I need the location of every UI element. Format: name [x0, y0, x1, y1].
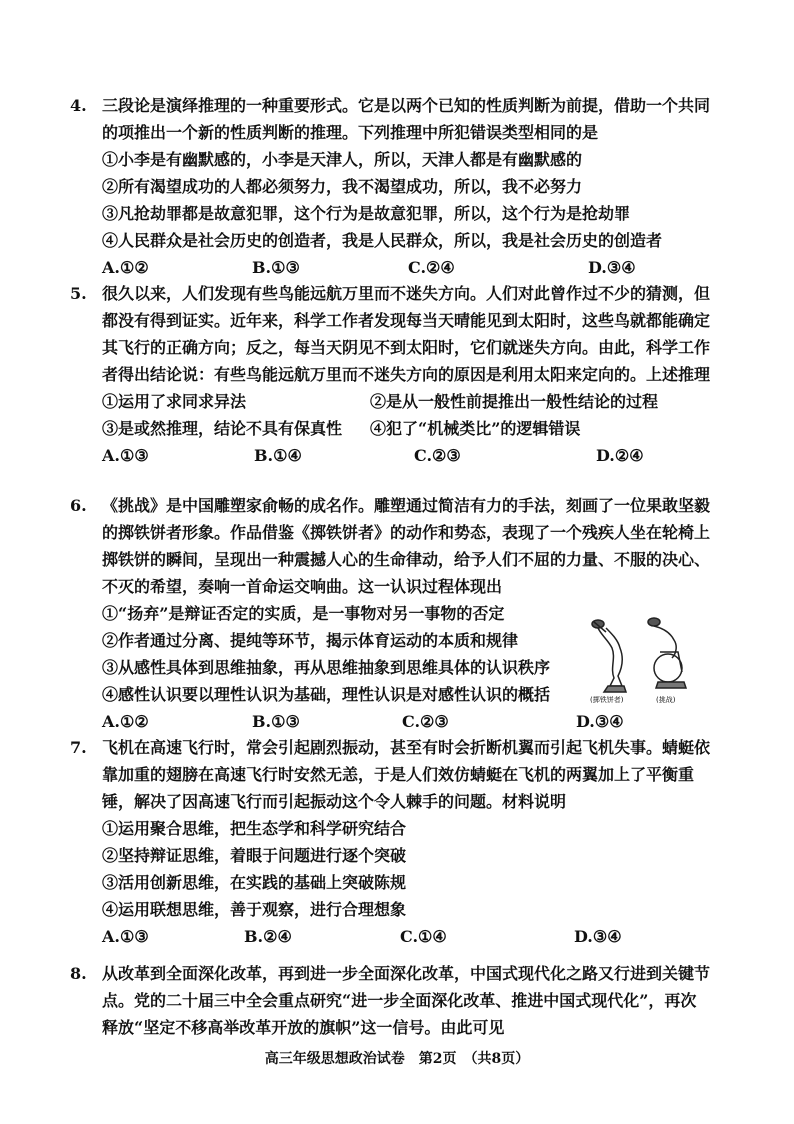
question-stem: 飞机在高速飞行时，常会引起剧烈振动，甚至有时会折断机翼而引起飞机失事。蜻蜓依靠加重的翅膀在高速飞行时安然无恙，于是人们效仿蜻蜓在飞机的两翼加上了平衡重锤，解决了因高速飞行而引起振动这个令人棘手的问题。材料说明 — [102, 738, 711, 811]
question-number: 7. — [70, 738, 87, 757]
question-number: 6. — [70, 496, 87, 515]
sculpture-illustration — [582, 612, 702, 704]
choice-d: D.②④ — [596, 446, 644, 465]
options-row-2 — [102, 415, 710, 442]
question-8 — [70, 960, 710, 1041]
option-3: ③凡抢劫罪都是故意犯罪，这个行为是故意犯罪，所以，这个行为是抢劫罪 — [102, 204, 631, 223]
question-5 — [70, 280, 710, 469]
option-3: ③从感性具体到思维抽象，再从思维抽象到思维具体的认识秩序 — [102, 658, 551, 677]
question-stem: 《挑战》是中国雕塑家俞畅的成名作。雕塑通过简洁有力的手法，刻画了一位果敢坚毅的掷铁饼者形象。作品借鉴《掷铁饼者》的动作和势态，表现了一个残疾人坐在轮椅上掷铁饼的瞬间，呈现出一种震撼人心的生命律动，给予人们不屈的力量、不服的决心、不灭的希望，奏响一首命运交响曲。这一认识过程体现出 — [102, 496, 711, 596]
question-number: 5. — [70, 284, 87, 303]
option-1: ①运用了求同求异法 — [102, 392, 247, 411]
question-stem: 从改革到全面深化改革，再到进一步全面深化改革，中国式现代化之路又行进到关键节点。党的二十届三中全会重点研究“进一步全面深化改革、推进中国式现代化”，再次释放“坚定不移高举改革开放的旗帜”这一信号。由此可见 — [102, 964, 711, 1037]
option-3: ③活用创新思维，在实践的基础上突破陈规 — [102, 873, 407, 892]
option-4: ④人民群众是社会历史的创造者，我是人民群众，所以，我是社会历史的创造者 — [102, 231, 663, 250]
choice-a: A.①② — [102, 258, 149, 277]
question-stem: 三段论是演绎推理的一种重要形式。它是以两个已知的性质判断为前提，借助一个共同的项推出一个新的性质判断的推理。下列推理中所犯错误类型相同的是 — [102, 96, 711, 142]
choice-a: A.①② — [102, 712, 149, 731]
choice-c: C.②③ — [414, 446, 461, 465]
option-3: ③是或然推理，结论不具有保真性 — [102, 419, 343, 438]
option-4: ④感性认识要以理性认识为基础，理性认识是对感性认识的概括 — [102, 685, 551, 704]
choice-b: B.①③ — [252, 258, 300, 277]
choice-c: C.②③ — [402, 712, 449, 731]
answer-choices — [102, 254, 710, 281]
choice-d: D.③④ — [574, 927, 622, 946]
caption-discus-thrower: (掷铁饼者) — [590, 696, 624, 704]
challenge-sculpture-image — [648, 618, 686, 688]
option-4: ④犯了“机械类比”的逻辑错误 — [370, 419, 581, 438]
question-7 — [70, 734, 710, 950]
options-row-1 — [102, 388, 710, 415]
option-2: ②所有渴望成功的人都必须努力，我不渴望成功，所以，我不必努力 — [102, 177, 583, 196]
answer-choices — [102, 442, 710, 469]
question-number: 4. — [70, 96, 87, 115]
page-footer: 高三年级思想政治试卷 第2页 （共8页） — [264, 1051, 530, 1067]
option-2: ②坚持辩证思维，着眼于问题进行逐个突破 — [102, 846, 407, 865]
question-stem: 很久以来，人们发现有些鸟能远航万里而不迷失方向。人们对此曾作过不少的猜测，但都没有得到证实。近年来，科学工作者发现每当天晴能见到太阳时，这些鸟就都能确定其飞行的正确方向；反之，每当天阴见不到太阳时，它们就迷失方向。由此，科学工作者得出结论说：有些鸟能远航万里而不迷失方向的原因是利用太阳来定向的。上述推理 — [102, 284, 711, 384]
option-1: ①小李是有幽默感的，小李是天津人，所以，天津人都是有幽默感的 — [102, 150, 583, 169]
option-2: ②作者通过分离、提纯等环节，揭示体育运动的本质和规律 — [102, 631, 519, 650]
choice-b: B.②④ — [244, 927, 292, 946]
discus-thrower-image — [592, 620, 626, 692]
question-4 — [70, 92, 710, 281]
caption-challenge: (挑战) — [656, 696, 676, 704]
option-4: ④运用联想思维，善于观察，进行合理想象 — [102, 900, 407, 919]
choice-d: D.③④ — [576, 712, 624, 731]
option-2: ②是从一般性前提推出一般性结论的过程 — [370, 392, 659, 411]
choice-b: B.①④ — [254, 446, 302, 465]
choice-a: A.①③ — [102, 446, 149, 465]
choice-b: B.①③ — [252, 712, 300, 731]
answer-choices — [102, 923, 710, 950]
choice-a: A.①③ — [102, 927, 149, 946]
question-number: 8. — [70, 964, 87, 983]
answer-choices — [102, 708, 710, 735]
option-1: ①运用聚合思维，把生态学和科学研究结合 — [102, 819, 407, 838]
choice-d: D.③④ — [588, 258, 636, 277]
choice-c: C.①④ — [400, 927, 447, 946]
sculpture-figure — [582, 612, 702, 704]
choice-c: C.②④ — [408, 258, 455, 277]
option-1: ①“扬弃”是辩证否定的实质，是一事物对另一事物的否定 — [102, 604, 505, 623]
